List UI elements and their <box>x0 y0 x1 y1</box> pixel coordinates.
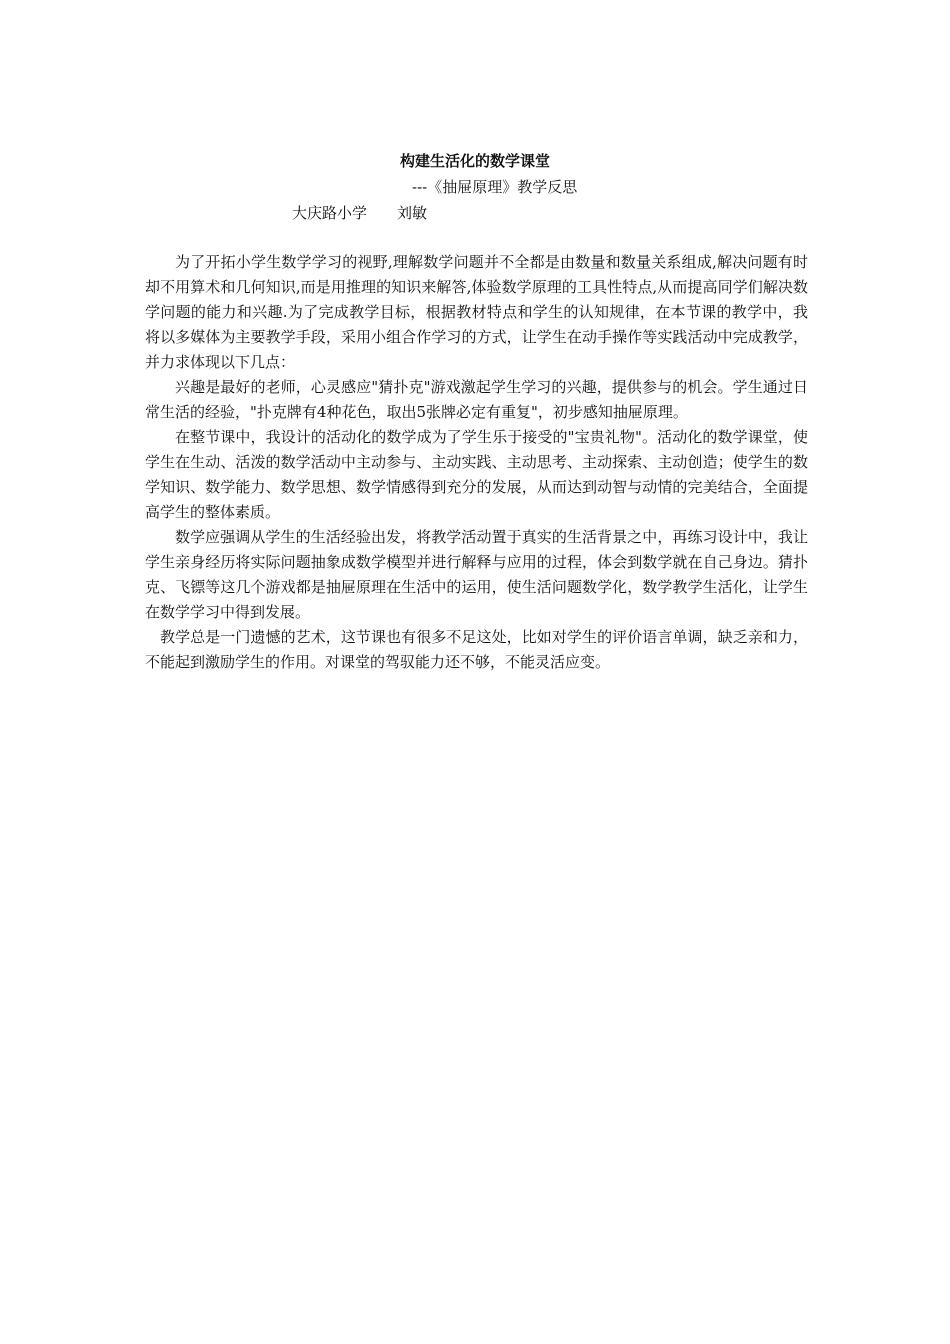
paragraph-2: 兴趣是最好的老师，心灵感应"猜扑克"游戏激起学生学习的兴趣，提供参与的机会。学生通过日常生活的经验，"扑克牌有4种花色，取出5张牌必定有重复"，初步感知抽屉原理。 <box>145 378 808 421</box>
paragraph-5: 教学总是一门遗憾的艺术，这节课也有很多不足这处，比如对学生的评价语言单调，缺乏亲和力，不能起到激励学生的作用。对课堂的驾驭能力还不够，不能灵活应变。 <box>145 628 808 671</box>
paragraph-1: 为了开拓小学生数学学习的视野,理解数学问题并不全都是由数量和数量关系组成,解决问题有时却不用算术和几何知识,而是用推理的知识来解答,体验数学原理的工具性特点,从而提高同学们解决数学问题的能力和兴趣.为了完成教学目标，根据教材特点和学生的认知规律，在本节课的教学中，我将以多媒体为主要教学手段，采用小组合作学习的方式，让学生在动手操作等实践活动中完成教学，并力求体现以下几点： <box>145 253 808 371</box>
document-body <box>145 250 808 675</box>
author-name: 刘敏 <box>397 204 428 222</box>
author-line <box>292 202 427 224</box>
paragraph-3: 在整节课中，我设计的活动化的数学成为了学生乐于接受的"宝贵礼物"。活动化的数学课堂，使学生在生动、活泼的数学活动中主动参与、主动实践、主动思考、主动探索、主动创造；使学生的数学知识、数学能力、数学思想、数学情感得到充分的发展，从而达到动智与动情的完美结合，全面提高学生的整体素质。 <box>145 428 808 521</box>
paragraph-4: 数学应强调从学生的生活经验出发，将教学活动置于真实的生活背景之中，再练习设计中，我让学生亲身经历将实际问题抽象成数学模型并进行解释与应用的过程，体会到数学就在自己身边。猜扑克、飞镖等这几个游戏都是抽屉原理在生活中的运用，使生活问题数学化，数学教学生活化，让学生在数学学习中得到发展。 <box>145 528 808 621</box>
school-name: 大庆路小学 <box>292 204 368 222</box>
document-subtitle: ---《抽屉原理》教学反思 <box>412 178 578 196</box>
document-title: 构建生活化的数学课堂 <box>399 152 550 170</box>
